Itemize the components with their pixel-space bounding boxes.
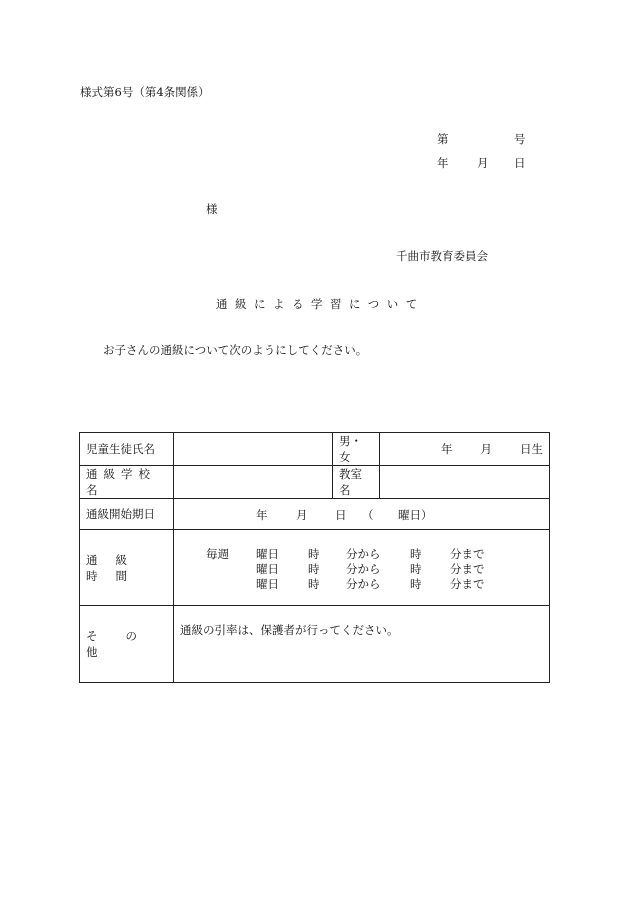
schedule-value: 毎週 曜日 時 分から 時 分まで 曜日 時 分から 時 分まで 曜日 時 分から 時 分まで bbox=[174, 530, 550, 606]
table-row bbox=[80, 530, 550, 606]
doc-no-label-dai: 第 bbox=[437, 132, 449, 146]
date-of-birth bbox=[380, 433, 550, 466]
dob-year: 年 bbox=[441, 442, 453, 456]
label-school-name: 通級学校名 bbox=[80, 466, 174, 499]
school-name-value bbox=[174, 466, 333, 499]
start-open-paren: （ bbox=[362, 508, 374, 522]
start-weekday: 曜日） bbox=[398, 508, 433, 522]
doc-no-label-go: 号 bbox=[514, 132, 526, 146]
dob-month: 月 bbox=[480, 442, 492, 456]
start-month: 月 bbox=[296, 508, 308, 522]
label-gender: 男・女 bbox=[333, 433, 380, 466]
room-name-value bbox=[380, 466, 550, 499]
table-row bbox=[80, 433, 550, 466]
start-year: 年 bbox=[256, 508, 268, 522]
student-name-value bbox=[174, 433, 333, 466]
notification-table bbox=[79, 432, 550, 683]
label-start-date: 通級開始期日 bbox=[80, 499, 174, 530]
label-student-name: 児童生徒氏名 bbox=[80, 433, 174, 466]
start-day: 日 bbox=[335, 508, 347, 522]
recipient-suffix: 様 bbox=[206, 202, 218, 216]
date-day: 日 bbox=[514, 156, 526, 170]
label-room-name: 教室名 bbox=[333, 466, 380, 499]
label-other: その他 bbox=[80, 606, 174, 683]
form-id: 様式第6号（第4条関係） bbox=[80, 85, 210, 99]
start-date-value bbox=[174, 499, 550, 530]
other-note: 通級の引率は、保護者が行ってください。 bbox=[174, 606, 550, 683]
table-row bbox=[80, 499, 550, 530]
label-schedule: 通級時間 bbox=[80, 530, 174, 606]
issuer: 千曲市教育委員会 bbox=[396, 249, 488, 263]
document-title: 通級による学習について bbox=[216, 297, 425, 311]
date-year: 年 bbox=[437, 156, 449, 170]
document-number bbox=[437, 131, 526, 147]
table-row bbox=[80, 606, 550, 683]
dob-day: 日生 bbox=[520, 442, 543, 456]
table-row bbox=[80, 466, 550, 499]
date-month: 月 bbox=[477, 156, 489, 170]
lead-text: お子さんの通級について次のようにしてください。 bbox=[103, 343, 368, 357]
every-week: 毎週 bbox=[206, 547, 229, 561]
